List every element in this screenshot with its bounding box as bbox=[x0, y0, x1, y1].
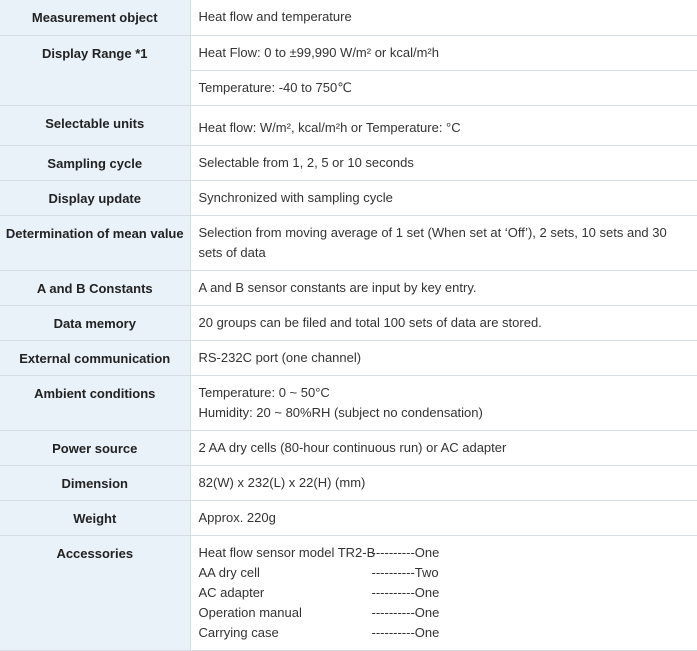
row-label: External communication bbox=[0, 340, 190, 375]
row-label: Weight bbox=[0, 500, 190, 535]
row-value: Synchronized with sampling cycle bbox=[190, 180, 697, 215]
row-value: A and B sensor constants are input by key entry. bbox=[190, 270, 697, 305]
accessory-name: Carrying case bbox=[198, 624, 279, 640]
table-row bbox=[0, 340, 697, 375]
row-value: Heat flow: W/m², kcal/m²h or Temperature: °C bbox=[190, 105, 697, 145]
table-row bbox=[0, 180, 697, 215]
row-label: Sampling cycle bbox=[0, 145, 190, 180]
table-row bbox=[0, 375, 697, 430]
row-label: Data memory bbox=[0, 305, 190, 340]
accessory-item bbox=[199, 603, 690, 623]
accessory-name: AA dry cell bbox=[198, 564, 260, 580]
table-row bbox=[0, 0, 697, 35]
table-row bbox=[0, 35, 697, 70]
table-row bbox=[0, 500, 697, 535]
table-row bbox=[0, 105, 697, 145]
accessory-item bbox=[199, 543, 690, 563]
row-value: 2 AA dry cells (80-hour continuous run) or AC adapter bbox=[190, 430, 697, 465]
row-value: Selectable from 1, 2, 5 or 10 seconds bbox=[190, 145, 697, 180]
row-label: Power source bbox=[0, 430, 190, 465]
row-label: Measurement object bbox=[0, 0, 190, 35]
row-value: RS-232C port (one channel) bbox=[190, 340, 697, 375]
row-value: Temperature: -40 to 750℃ bbox=[190, 70, 697, 105]
table-row bbox=[0, 270, 697, 305]
table-row bbox=[0, 535, 697, 650]
row-value bbox=[190, 535, 697, 650]
row-value bbox=[190, 375, 697, 430]
accessory-name: Heat flow sensor model TR2-B bbox=[198, 544, 376, 560]
accessory-item bbox=[199, 563, 690, 583]
row-label: Accessories bbox=[0, 535, 190, 650]
row-label: Dimension bbox=[0, 465, 190, 500]
row-value: Heat Flow: 0 to ±99,990 W/m² or kcal/m²h bbox=[190, 35, 697, 70]
accessory-item bbox=[199, 583, 690, 603]
row-label: Display Range *1 bbox=[0, 35, 190, 105]
accessory-qty: ----------One bbox=[371, 584, 440, 600]
row-value: Approx. 220g bbox=[190, 500, 697, 535]
accessory-qty: ----------Two bbox=[371, 564, 439, 580]
row-label: Selectable units bbox=[0, 105, 190, 145]
row-value: Heat flow and temperature bbox=[190, 0, 697, 35]
accessory-qty: ----------One bbox=[371, 604, 440, 620]
table-row bbox=[0, 145, 697, 180]
table-row bbox=[0, 465, 697, 500]
accessory-qty: ----------One bbox=[371, 624, 440, 640]
accessory-name: Operation manual bbox=[198, 604, 302, 620]
row-value: 82(W) x 232(L) x 22(H) (mm) bbox=[190, 465, 697, 500]
table-row bbox=[0, 305, 697, 340]
accessory-qty: ----------One bbox=[371, 544, 440, 560]
ambient-temperature: Temperature: 0 ~ 50°C bbox=[198, 384, 330, 400]
table-row bbox=[0, 430, 697, 465]
accessory-item bbox=[199, 623, 690, 643]
ambient-humidity: Humidity: 20 ~ 80%RH (subject no condensation) bbox=[198, 404, 483, 420]
accessory-name: AC adapter bbox=[198, 584, 265, 600]
row-label: Ambient conditions bbox=[0, 375, 190, 430]
row-value: 20 groups can be filed and total 100 sets of data are stored. bbox=[190, 305, 697, 340]
row-label: A and B Constants bbox=[0, 270, 190, 305]
table-row bbox=[0, 215, 697, 270]
row-label: Determination of mean value bbox=[0, 215, 190, 270]
row-label: Display update bbox=[0, 180, 190, 215]
row-value: Selection from moving average of 1 set (When set at ‘Off’), 2 sets, 10 sets and 30 sets of data bbox=[190, 215, 697, 270]
